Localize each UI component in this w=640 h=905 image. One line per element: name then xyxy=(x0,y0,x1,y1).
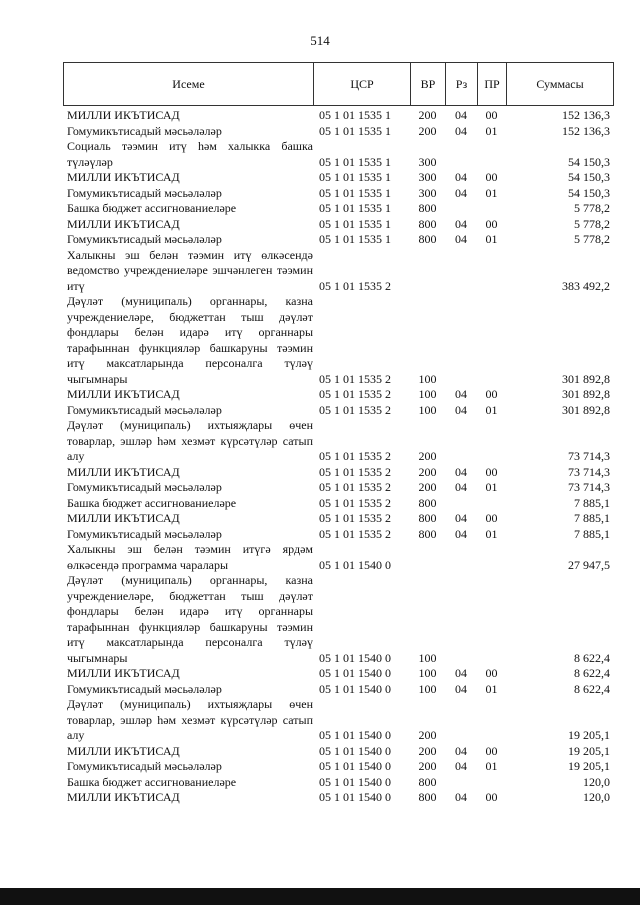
row-pr xyxy=(477,201,506,217)
row-name: Гомумикътисадый мәсьәләләр xyxy=(67,759,222,773)
row-vr: 800 xyxy=(418,511,437,525)
row-csr: 05 1 01 1540 0 xyxy=(319,774,391,789)
row-name: МИЛЛИ ИКЪТИСАД xyxy=(67,666,180,680)
row-vr: 100 xyxy=(418,402,437,417)
row-csr: 05 1 01 1540 0 xyxy=(319,728,391,742)
row-vr: 100 xyxy=(418,681,437,696)
row-name: Гомумикътисадый мәсьәләләр xyxy=(67,232,222,246)
row-rz: 04 xyxy=(455,108,467,122)
row-pr xyxy=(477,294,506,387)
row-name: Гомумикътисадый мәсьәләләр xyxy=(67,681,222,696)
row-pr: 00 xyxy=(485,666,498,680)
row-csr: 05 1 01 1535 1 xyxy=(319,201,391,215)
row-csr: 05 1 01 1540 0 xyxy=(319,681,391,696)
row-pr: 00 xyxy=(485,387,498,401)
row-vr: 100 xyxy=(418,650,437,665)
row-sum: 73 714,3 xyxy=(568,449,610,463)
header-name: Исеме xyxy=(64,63,314,105)
row-sum: 8 622,4 xyxy=(574,650,610,665)
row-pr: 01 xyxy=(485,123,498,138)
row-vr xyxy=(410,542,445,573)
table-row xyxy=(63,108,614,124)
row-sum: 152 136,3 xyxy=(562,108,610,122)
table-row xyxy=(63,759,614,775)
table-row xyxy=(63,480,614,496)
row-csr: 05 1 01 1540 0 xyxy=(319,666,391,680)
row-vr: 800 xyxy=(418,232,437,246)
page-number: 514 xyxy=(310,33,330,48)
row-name: Дәүләт (муниципаль) ихтыяҗлары өчен товарлар, эшләр һәм хезмәт күрсәтүләр сатып алу xyxy=(67,418,313,463)
row-sum: 383 492,2 xyxy=(562,278,610,293)
row-csr: 05 1 01 1535 2 xyxy=(319,371,391,386)
row-csr: 05 1 01 1540 0 xyxy=(319,743,391,758)
row-sum: 54 150,3 xyxy=(568,185,610,200)
row-rz: 04 xyxy=(455,232,467,246)
row-vr: 200 xyxy=(418,464,437,479)
row-rz xyxy=(445,418,477,465)
row-csr: 05 1 01 1535 2 xyxy=(319,387,391,401)
table-row xyxy=(63,542,614,573)
row-sum: 7 885,1 xyxy=(574,526,610,541)
row-pr: 01 xyxy=(485,232,498,246)
row-rz: 04 xyxy=(455,666,467,680)
row-sum: 19 205,1 xyxy=(568,759,610,773)
row-csr: 05 1 01 1535 1 xyxy=(319,232,391,246)
row-sum: 7 885,1 xyxy=(574,511,610,525)
row-sum: 8 622,4 xyxy=(574,681,610,696)
table-row xyxy=(63,139,614,170)
table-row xyxy=(63,527,614,543)
row-csr: 05 1 01 1540 0 xyxy=(319,557,391,572)
header-pr: ПР xyxy=(478,63,507,105)
row-rz xyxy=(445,294,477,387)
row-sum: 152 136,3 xyxy=(562,123,610,138)
row-name: Халыкны эш белән тәэмин итүгә ярдәм өлкәсендә программа чаралары xyxy=(67,542,313,572)
row-vr: 200 xyxy=(418,759,437,773)
row-csr: 05 1 01 1535 1 xyxy=(319,216,391,231)
row-vr: 200 xyxy=(418,480,437,494)
row-vr: 100 xyxy=(418,666,437,680)
row-rz xyxy=(445,542,477,573)
row-sum: 120,0 xyxy=(583,790,610,804)
row-pr xyxy=(477,496,506,512)
row-pr: 00 xyxy=(485,464,498,479)
row-name: Халыкны эш белән тәэмин итү өлкәсендә ведомство учреждениеләре эшчәнлеген тәэмин итү xyxy=(67,247,313,293)
row-sum: 8 622,4 xyxy=(574,666,610,680)
row-sum: 301 892,8 xyxy=(562,371,610,386)
row-pr: 01 xyxy=(485,759,498,773)
row-name: МИЛЛИ ИКЪТИСАД xyxy=(67,464,180,479)
row-vr: 300 xyxy=(418,170,437,184)
row-pr: 01 xyxy=(485,185,498,200)
row-csr: 05 1 01 1535 2 xyxy=(319,278,391,293)
table-row xyxy=(63,744,614,760)
row-sum: 5 778,2 xyxy=(574,201,610,215)
row-rz: 04 xyxy=(455,743,467,758)
row-csr: 05 1 01 1535 2 xyxy=(319,495,391,510)
row-pr: 01 xyxy=(485,526,498,541)
row-sum: 54 150,3 xyxy=(568,170,610,184)
row-csr: 05 1 01 1540 0 xyxy=(319,650,391,665)
row-csr: 05 1 01 1540 0 xyxy=(319,790,391,804)
row-name: Башка бюджет ассигнованиеләре xyxy=(67,495,237,510)
scan-bottom-edge xyxy=(0,888,640,905)
row-csr: 05 1 01 1535 1 xyxy=(319,123,391,138)
row-rz: 04 xyxy=(455,511,467,525)
row-name: Гомумикътисадый мәсьәләләр xyxy=(67,480,222,494)
row-name: МИЛЛИ ИКЪТИСАД xyxy=(67,511,180,525)
row-sum: 73 714,3 xyxy=(568,464,610,479)
table-row xyxy=(63,403,614,419)
header-csr: ЦСР xyxy=(314,63,411,105)
row-rz xyxy=(445,248,477,295)
row-vr: 200 xyxy=(418,728,437,742)
row-name: Гомумикътисадый мәсьәләләр xyxy=(67,402,222,417)
row-pr: 01 xyxy=(485,681,498,696)
table-row xyxy=(63,666,614,682)
row-pr: 00 xyxy=(485,108,498,122)
row-sum: 301 892,8 xyxy=(562,387,610,401)
row-vr: 100 xyxy=(418,387,437,401)
table-row xyxy=(63,682,614,698)
row-pr xyxy=(477,775,506,791)
row-csr: 05 1 01 1535 1 xyxy=(319,108,391,122)
row-name: МИЛЛИ ИКЪТИСАД xyxy=(67,170,180,184)
row-sum: 73 714,3 xyxy=(568,480,610,494)
row-name: Дәүләт (муниципаль) ихтыяҗлары өчен товарлар, эшләр һәм хезмәт күрсәтүләр сатып алу xyxy=(67,697,313,742)
row-csr: 05 1 01 1535 2 xyxy=(319,511,391,525)
row-name: Дәүләт (муниципаль) органнары, казна учреждениеләре, бюджеттан тыш дәүләт фондлары белән идарә итү органнары тарафыннан функцияләр башкаруны тәэмин итү максатларында персоналга түләү чыгымнары xyxy=(67,294,313,386)
row-name: Гомумикътисадый мәсьәләләр xyxy=(67,526,222,541)
row-vr: 200 xyxy=(418,743,437,758)
row-pr: 00 xyxy=(485,216,498,231)
row-pr: 00 xyxy=(485,790,498,804)
row-rz xyxy=(445,496,477,512)
table-row xyxy=(63,186,614,202)
row-sum: 301 892,8 xyxy=(562,402,610,417)
table-row xyxy=(63,775,614,791)
row-name: Башка бюджет ассигнованиеләре xyxy=(67,774,237,789)
row-name: МИЛЛИ ИКЪТИСАД xyxy=(67,108,180,122)
table-row xyxy=(63,697,614,744)
row-csr: 05 1 01 1535 2 xyxy=(319,464,391,479)
row-name: Гомумикътисадый мәсьәләләр xyxy=(67,123,222,138)
row-vr: 800 xyxy=(418,774,437,789)
row-vr: 200 xyxy=(418,123,437,138)
row-rz: 04 xyxy=(455,681,467,696)
row-vr xyxy=(410,248,445,295)
row-name: МИЛЛИ ИКЪТИСАД xyxy=(67,790,180,804)
header-rz: Рз xyxy=(446,63,478,105)
row-pr: 00 xyxy=(485,170,498,184)
row-rz: 04 xyxy=(455,480,467,494)
table-row xyxy=(63,124,614,140)
table-row xyxy=(63,496,614,512)
table-header xyxy=(63,62,614,106)
header-sum: Суммасы xyxy=(536,76,584,91)
table-row xyxy=(63,387,614,403)
row-rz: 04 xyxy=(455,464,467,479)
row-vr: 300 xyxy=(418,185,437,200)
table-row xyxy=(63,201,614,217)
row-pr: 00 xyxy=(485,743,498,758)
row-rz: 04 xyxy=(455,526,467,541)
row-name: МИЛЛИ ИКЪТИСАД xyxy=(67,216,180,231)
row-csr: 05 1 01 1535 1 xyxy=(319,154,391,169)
row-pr: 00 xyxy=(485,511,498,525)
row-rz: 04 xyxy=(455,216,467,231)
row-rz: 04 xyxy=(455,170,467,184)
table-row xyxy=(63,248,614,295)
table-row xyxy=(63,465,614,481)
row-rz xyxy=(445,139,477,170)
row-rz: 04 xyxy=(455,790,467,804)
row-rz: 04 xyxy=(455,402,467,417)
header-vr: ВР xyxy=(411,63,446,105)
row-sum: 5 778,2 xyxy=(574,216,610,231)
table-row xyxy=(63,170,614,186)
row-pr xyxy=(477,418,506,465)
row-csr: 05 1 01 1535 1 xyxy=(319,170,391,184)
table-row xyxy=(63,232,614,248)
row-vr: 100 xyxy=(418,371,437,386)
row-pr xyxy=(477,139,506,170)
row-vr: 800 xyxy=(418,201,437,215)
row-sum: 54 150,3 xyxy=(568,154,610,169)
row-sum: 19 205,1 xyxy=(568,728,610,742)
row-pr xyxy=(477,248,506,295)
row-pr: 01 xyxy=(485,480,498,494)
row-csr: 05 1 01 1535 2 xyxy=(319,449,391,463)
row-rz xyxy=(445,201,477,217)
row-vr: 300 xyxy=(418,154,437,169)
row-vr: 800 xyxy=(418,790,437,804)
row-sum: 5 778,2 xyxy=(574,232,610,246)
row-rz xyxy=(445,573,477,666)
row-name: Социаль тәэмин итү һәм халыкка башка түләүләр xyxy=(67,139,313,169)
row-rz: 04 xyxy=(455,185,467,200)
row-name: МИЛЛИ ИКЪТИСАД xyxy=(67,743,180,758)
row-rz xyxy=(445,775,477,791)
row-vr: 200 xyxy=(418,449,437,463)
row-vr: 800 xyxy=(418,216,437,231)
row-csr: 05 1 01 1535 1 xyxy=(319,185,391,200)
row-pr xyxy=(477,542,506,573)
row-csr: 05 1 01 1535 2 xyxy=(319,402,391,417)
table-row xyxy=(63,790,614,806)
row-vr: 800 xyxy=(418,526,437,541)
table-row xyxy=(63,573,614,666)
row-name: Гомумикътисадый мәсьәләләр xyxy=(67,185,222,200)
row-pr xyxy=(477,573,506,666)
row-csr: 05 1 01 1535 2 xyxy=(319,480,391,494)
row-rz: 04 xyxy=(455,123,467,138)
row-name: Башка бюджет ассигнованиеләре xyxy=(67,201,237,215)
row-pr xyxy=(477,697,506,744)
row-vr: 800 xyxy=(418,495,437,510)
row-vr: 200 xyxy=(418,108,437,122)
row-sum: 27 947,5 xyxy=(568,557,610,572)
row-name: Дәүләт (муниципаль) органнары, казна учреждениеләре, бюджеттан тыш дәүләт фондлары белән идарә итү органнары тарафыннан функцияләр башкаруны тәэмин итү максатларында персоналга түләү чыгымнары xyxy=(67,573,313,665)
table-row xyxy=(63,511,614,527)
row-sum: 19 205,1 xyxy=(568,743,610,758)
row-rz xyxy=(445,697,477,744)
row-sum: 120,0 xyxy=(583,774,610,789)
table-row xyxy=(63,294,614,387)
row-csr: 05 1 01 1535 2 xyxy=(319,526,391,541)
row-csr: 05 1 01 1540 0 xyxy=(319,759,391,773)
table-body xyxy=(63,108,614,806)
row-name: МИЛЛИ ИКЪТИСАД xyxy=(67,387,180,401)
row-pr: 01 xyxy=(485,402,498,417)
row-rz: 04 xyxy=(455,387,467,401)
table-row xyxy=(63,418,614,465)
table-row xyxy=(63,217,614,233)
row-rz: 04 xyxy=(455,759,467,773)
row-sum: 7 885,1 xyxy=(574,495,610,510)
